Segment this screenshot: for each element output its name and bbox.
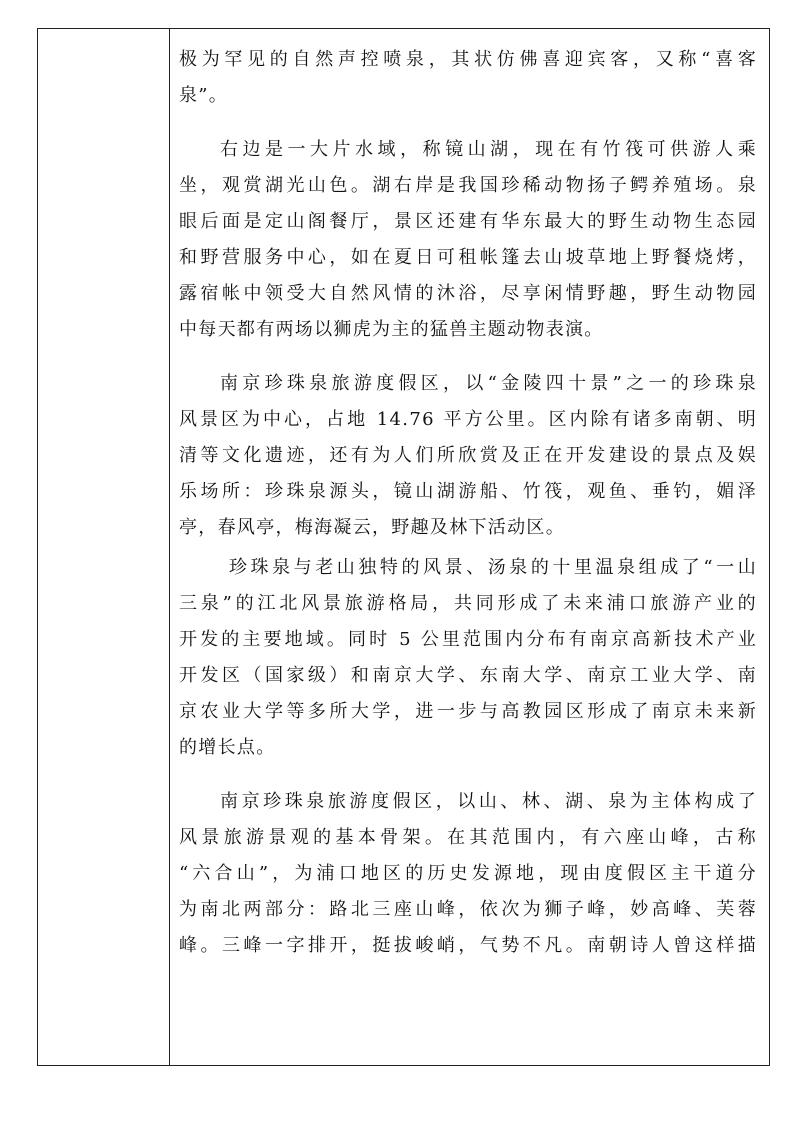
text-line: 南京珍珠泉旅游度假区，以“金陵四十景”之一的珍珠泉 xyxy=(220,373,757,394)
text-line: 峰。三峰一字排开，挺拔峻峭，气势不凡。南朝诗人曾这样描 xyxy=(179,935,757,956)
text-line: 露宿帐中领受大自然风情的沐浴，尽享闲情野趣，野生动物园 xyxy=(179,283,757,304)
text-line: 风景旅游景观的基本骨架。在其范围内，有六座山峰，古称 xyxy=(179,827,757,848)
text-line: “六合山”，为浦口地区的历史发源地，现由度假区主干道分 xyxy=(179,863,757,884)
table-cell-content xyxy=(179,29,757,964)
paragraph-5 xyxy=(179,784,757,964)
text-line: 珍珠泉与老山独特的风景、汤泉的十里温泉组成了“一山 xyxy=(229,557,757,578)
text-line: 为南北两部分：路北三座山峰，依次为狮子峰，妙高峰、芙蓉 xyxy=(179,899,757,920)
text-line: 南京珍珠泉旅游度假区，以山、林、湖、泉为主体构成了 xyxy=(220,791,757,812)
text-line: 京农业大学等多所大学，进一步与高教园区形成了南京未来新 xyxy=(179,701,757,722)
text-line: 极为罕见的自然声控喷泉，其状仿佛喜迎宾客，又称“喜客 xyxy=(179,49,757,70)
text-line: 开发区（国家级）和南京大学、东南大学、南京工业大学、南 xyxy=(179,665,757,686)
text-line: 和野营服务中心，如在夏日可租帐篷去山坡草地上野餐烧烤， xyxy=(179,247,757,268)
text-line: 清等文化遗迹，还有为人们所欣赏及正在开发建设的景点及娱 xyxy=(179,445,757,466)
text-line: 开发的主要地域。同时 5 公里范围内分布有南京高新技术产业 xyxy=(179,629,757,650)
text-line: 风景区为中心，占地 14.76 平方公里。区内除有诸多南朝、明 xyxy=(179,409,757,430)
text-line: 中每天都有两场以狮虎为主的猛兽主题动物表演。 xyxy=(179,319,604,340)
text-line: 眼后面是定山阁餐厅，景区还建有华东最大的野生动物生态园 xyxy=(179,211,757,232)
paragraph-3 xyxy=(179,366,757,546)
column-divider xyxy=(169,29,170,1065)
text-line: 右边是一大片水域，称镜山湖，现在有竹筏可供游人乘 xyxy=(220,139,757,160)
text-line: 三泉”的江北风景旅游格局，共同形成了未来浦口旅游产业的 xyxy=(179,593,757,614)
text-line: 的增长点。 xyxy=(179,737,276,758)
paragraph-4 xyxy=(179,550,757,766)
text-line: 亭，春风亭，梅海凝云，野趣及林下活动区。 xyxy=(179,517,565,538)
text-line: 泉”。 xyxy=(179,85,229,106)
text-line: 乐场所：珍珠泉源头，镜山湖游船、竹筏，观鱼、垂钓，媚泽 xyxy=(179,481,757,502)
text-line: 坐，观赏湖光山色。湖右岸是我国珍稀动物扬子鳄养殖场。泉 xyxy=(179,175,757,196)
paragraph-1 xyxy=(179,42,757,114)
paragraph-2 xyxy=(179,132,757,348)
table-frame xyxy=(37,28,770,1066)
